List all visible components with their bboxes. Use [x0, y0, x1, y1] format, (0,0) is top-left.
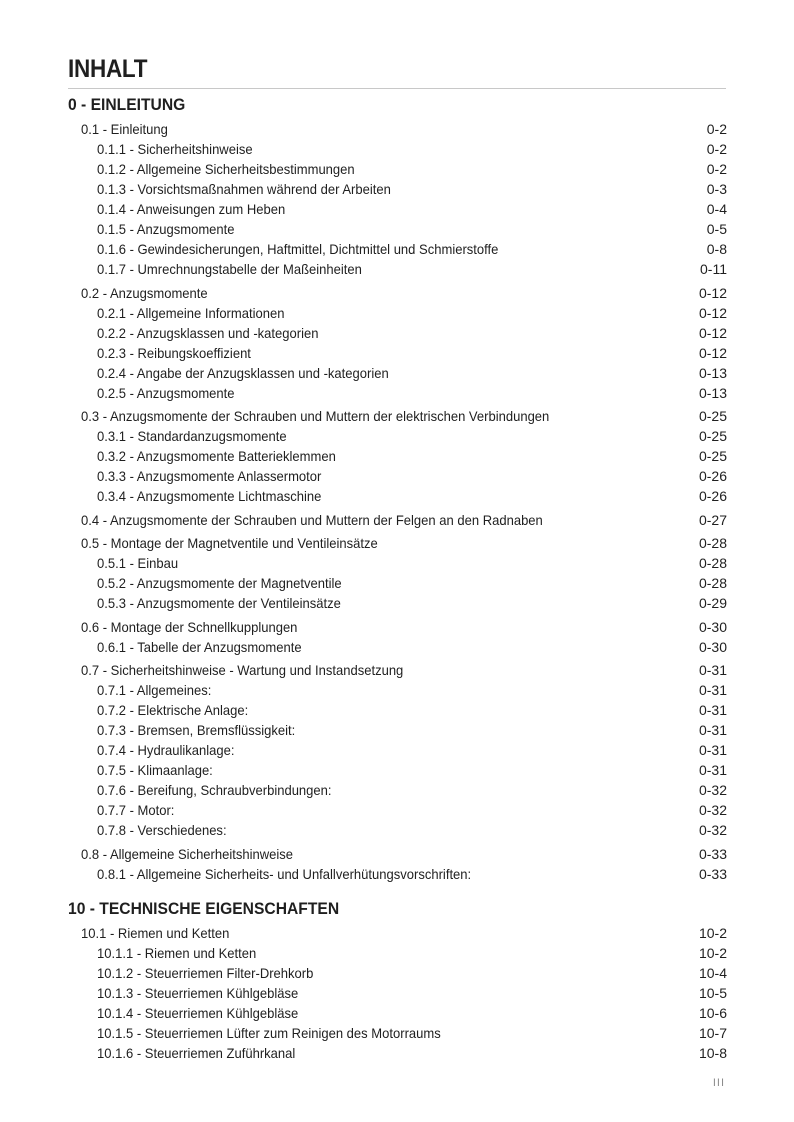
entry-label: 0.3.1 - Standardanzugsmomente	[97, 428, 287, 444]
entry-page-number: 0-31	[698, 702, 727, 718]
entry-label: 0.7.4 - Hydraulikanlage:	[97, 742, 235, 758]
toc-section-entry[interactable]	[0, 923, 794, 943]
entry-page-number: 0-13	[698, 364, 727, 381]
chapter-title: 10 - TECHNISCHE EIGENSCHAFTEN	[68, 899, 340, 918]
entry-label: 0.1 - Einleitung	[81, 121, 168, 137]
entry-label: 10.1.2 - Steuerriemen Filter-Drehkorb	[97, 965, 314, 981]
toc-subsection-entry[interactable]	[0, 637, 794, 657]
entry-label: 0.7.7 - Motor:	[97, 802, 175, 818]
entry-label: 0.3.3 - Anzugsmomente Anlassermotor	[97, 468, 322, 484]
entry-label: 0.4 - Anzugsmomente der Schrauben und Muttern der Felgen an den Radnaben	[81, 511, 543, 528]
entry-page-number: 0-29	[698, 595, 727, 611]
toc-subsection-entry[interactable]	[0, 943, 794, 963]
entry-label: 0.7.6 - Bereifung, Schraubverbindungen:	[97, 782, 332, 798]
entry-page-number: 0-32	[698, 802, 727, 818]
entry-page-number: 0-31	[698, 662, 727, 678]
entry-label: 0.3 - Anzugsmomente der Schrauben und Muttern der elektrischen Verbindungen	[81, 408, 550, 424]
entry-label: 0.3.2 - Anzugsmomente Batterieklemmen	[97, 448, 336, 464]
entry-page-number: 10-2	[698, 945, 727, 961]
entry-page-number: 0-5	[706, 221, 727, 237]
entry-label: 0.1.1 - Sicherheitshinweise	[97, 141, 253, 157]
toc-subsection-entry[interactable]	[0, 983, 794, 1003]
toc-subsection-entry[interactable]	[0, 593, 794, 613]
entry-label: 0.7.3 - Bremsen, Bremsflüssigkeit:	[97, 722, 296, 738]
entry-page-number: 0-25	[698, 408, 727, 424]
toc-subsection-entry[interactable]	[0, 179, 794, 199]
entry-page-number: 0-28	[698, 535, 727, 551]
entry-label: 0.2.2 - Anzugsklassen und -kategorien	[97, 324, 319, 341]
entry-label: 0.8.1 - Allgemeine Sicherheits- und Unfallverhütungsvorschriften:	[97, 865, 472, 882]
entry-page-number: 0-26	[698, 468, 727, 484]
toc-subsection-entry[interactable]	[0, 363, 794, 383]
entry-label: 0.2.4 - Angabe der Anzugsklassen und -kategorien	[97, 364, 389, 381]
toc-subsection-entry[interactable]	[0, 1043, 794, 1063]
entry-label: 0.1.6 - Gewindesicherungen, Haftmittel, Dichtmittel und Schmierstoffe	[97, 241, 499, 257]
toc-subsection-entry[interactable]	[0, 446, 794, 466]
toc-subsection-entry[interactable]	[0, 303, 794, 323]
entry-label: 10.1.1 - Riemen und Ketten	[97, 945, 257, 961]
entry-page-number: 0-32	[698, 782, 727, 798]
entry-label: 0.1.5 - Anzugsmomente	[97, 221, 235, 237]
entry-label: 10.1.5 - Steuerriemen Lüfter zum Reinigen des Motorraums	[97, 1025, 441, 1041]
toc-subsection-entry[interactable]	[0, 1003, 794, 1023]
toc-subsection-entry[interactable]	[0, 219, 794, 239]
entry-label: 10.1.3 - Steuerriemen Kühlgebläse	[97, 985, 299, 1001]
toc-subsection-entry[interactable]	[0, 199, 794, 219]
toc-subsection-entry[interactable]	[0, 680, 794, 700]
entry-label: 10.1.6 - Steuerriemen Zuführkanal	[97, 1045, 296, 1061]
entry-page-number: 0-31	[698, 762, 727, 778]
entry-page-number: 10-5	[698, 985, 727, 1001]
entry-page-number: 0-30	[698, 638, 727, 655]
entry-page-number: 0-25	[698, 448, 727, 464]
entry-page-number: 0-13	[698, 384, 727, 401]
toc-subsection-entry[interactable]	[0, 820, 794, 840]
entry-page-number: 10-8	[698, 1045, 727, 1061]
entry-label: 0.5.1 - Einbau	[97, 555, 179, 571]
entry-page-number: 0-8	[706, 241, 727, 257]
entry-page-number: 0-33	[698, 845, 727, 862]
toc-subsection-entry[interactable]	[0, 864, 794, 884]
toc-subsection-entry[interactable]	[0, 720, 794, 740]
chapter-title: 0 - EINLEITUNG	[68, 95, 186, 114]
entry-label: 0.5.2 - Anzugsmomente der Magnetventile	[97, 575, 342, 591]
toc-subsection-entry[interactable]	[0, 323, 794, 343]
entry-page-number: 0-32	[698, 822, 727, 838]
title-divider	[68, 88, 726, 89]
entry-page-number: 0-12	[698, 304, 727, 321]
entry-page-number: 0-3	[706, 181, 727, 197]
toc-subsection-entry[interactable]	[0, 466, 794, 486]
entry-label: 0.5.3 - Anzugsmomente der Ventileinsätze	[97, 595, 341, 611]
entry-page-number: 0-28	[698, 575, 727, 591]
entry-page-number: 0-12	[698, 284, 727, 301]
toc-subsection-entry[interactable]	[0, 800, 794, 820]
entry-page-number: 0-31	[698, 722, 727, 738]
toc-subsection-entry[interactable]	[0, 963, 794, 983]
entry-label: 0.7.2 - Elektrische Anlage:	[97, 702, 249, 718]
entry-page-number: 0-26	[698, 488, 727, 504]
toc-section-entry[interactable]	[0, 660, 794, 680]
toc-subsection-entry[interactable]	[0, 1023, 794, 1043]
entry-page-number: 0-11	[700, 261, 727, 277]
entry-label: 0.2 - Anzugsmomente	[81, 284, 208, 301]
toc-subsection-entry[interactable]	[0, 239, 794, 259]
page-number: III	[712, 1077, 725, 1089]
entry-page-number: 0-12	[698, 324, 727, 341]
entry-page-number: 0-27	[698, 511, 727, 528]
entry-label: 0.6.1 - Tabelle der Anzugsmomente	[97, 638, 302, 655]
entry-page-number: 10-7	[698, 1025, 727, 1041]
toc-subsection-entry[interactable]	[0, 426, 794, 446]
entry-page-number: 10-4	[698, 965, 727, 981]
entry-page-number: 0-2	[706, 161, 727, 177]
entry-page-number: 10-2	[698, 925, 727, 941]
entry-label: 0.7 - Sicherheitshinweise - Wartung und Instandsetzung	[81, 662, 404, 678]
toc-section-entry[interactable]	[0, 510, 794, 530]
entry-label: 0.7.1 - Allgemeines:	[97, 682, 212, 698]
entry-page-number: 0-33	[698, 865, 727, 882]
toc-subsection-entry[interactable]	[0, 159, 794, 179]
entry-page-number: 0-12	[698, 344, 727, 361]
entry-page-number: 0-25	[698, 428, 727, 444]
toc-subsection-entry[interactable]	[0, 760, 794, 780]
toc-subsection-entry[interactable]	[0, 573, 794, 593]
entry-label: 0.8 - Allgemeine Sicherheitshinweise	[81, 845, 294, 862]
entry-label: 0.1.4 - Anweisungen zum Heben	[97, 201, 286, 217]
entry-label: 0.1.3 - Vorsichtsmaßnahmen während der Arbeiten	[97, 181, 391, 197]
toc-subsection-entry[interactable]	[0, 139, 794, 159]
entry-label: 0.7.5 - Klimaanlage:	[97, 762, 213, 778]
entry-label: 10.1 - Riemen und Ketten	[81, 925, 230, 941]
entry-page-number: 0-28	[698, 555, 727, 571]
entry-label: 10.1.4 - Steuerriemen Kühlgebläse	[97, 1005, 299, 1021]
toc-subsection-entry[interactable]	[0, 700, 794, 720]
entry-page-number: 0-2	[706, 141, 727, 157]
entry-page-number: 0-2	[706, 121, 727, 137]
toc-subsection-entry[interactable]	[0, 383, 794, 403]
entry-page-number: 10-6	[698, 1005, 727, 1021]
toc-subsection-entry[interactable]	[0, 259, 794, 279]
entry-label: 0.2.1 - Allgemeine Informationen	[97, 304, 285, 321]
toc-section-entry[interactable]	[0, 283, 794, 303]
toc-section-entry[interactable]	[0, 617, 794, 637]
entry-label: 0.5 - Montage der Magnetventile und Ventileinsätze	[81, 535, 378, 551]
entry-label: 0.1.2 - Allgemeine Sicherheitsbestimmungen	[97, 161, 355, 177]
entry-page-number: 0-30	[698, 618, 727, 635]
toc-subsection-entry[interactable]	[0, 780, 794, 800]
entry-label: 0.1.7 - Umrechnungstabelle der Maßeinheiten	[97, 261, 362, 277]
page-title: INHALT	[68, 55, 148, 83]
entry-label: 0.7.8 - Verschiedenes:	[97, 822, 227, 838]
entry-page-number: 0-31	[698, 742, 727, 758]
entry-label: 0.2.3 - Reibungskoeffizient	[97, 344, 251, 361]
toc-section-entry[interactable]	[0, 533, 794, 553]
toc-subsection-entry[interactable]	[0, 486, 794, 506]
entry-label: 0.3.4 - Anzugsmomente Lichtmaschine	[97, 488, 322, 504]
toc-subsection-entry[interactable]	[0, 740, 794, 760]
entry-page-number: 0-4	[706, 201, 727, 217]
toc-section-entry[interactable]	[0, 119, 794, 139]
toc-section-entry[interactable]	[0, 406, 794, 426]
entry-label: 0.6 - Montage der Schnellkupplungen	[81, 618, 298, 635]
toc-subsection-entry[interactable]	[0, 343, 794, 363]
entry-label: 0.2.5 - Anzugsmomente	[97, 384, 235, 401]
toc-section-entry[interactable]	[0, 844, 794, 864]
entry-page-number: 0-31	[698, 682, 727, 698]
toc-subsection-entry[interactable]	[0, 553, 794, 573]
